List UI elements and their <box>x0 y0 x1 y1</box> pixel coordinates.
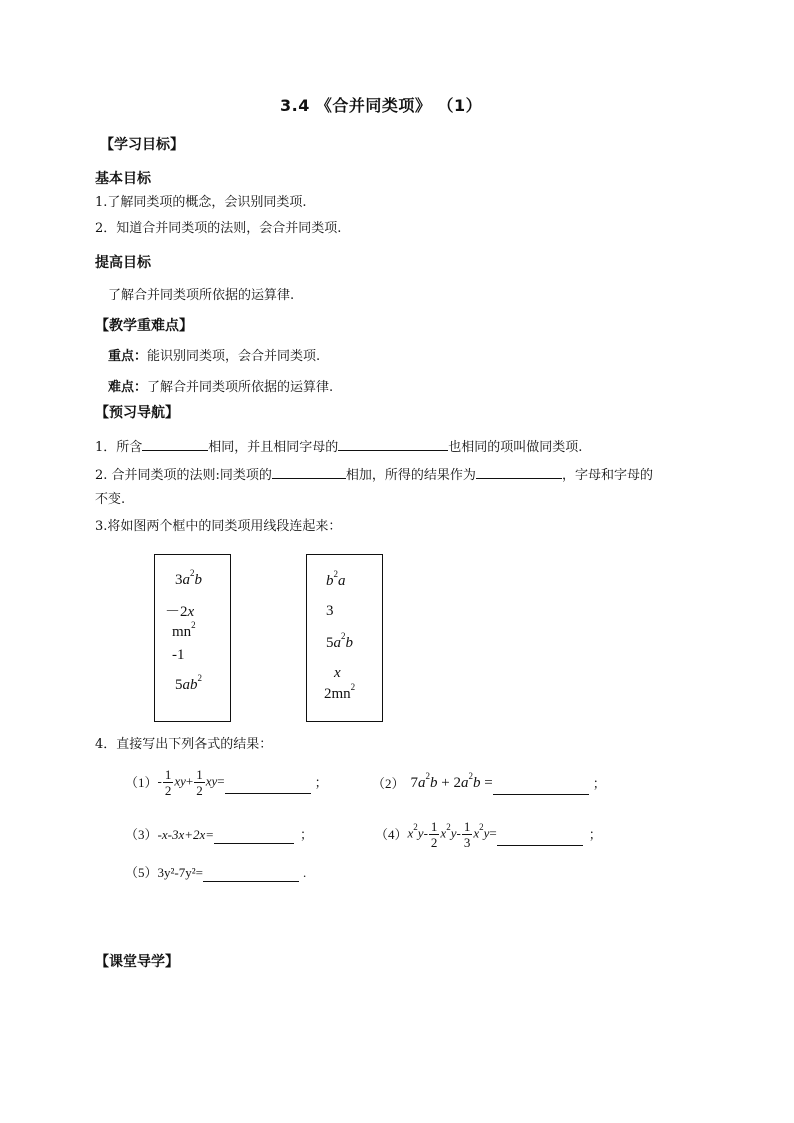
exercise-5 <box>125 862 306 882</box>
right-term-1[interactable]: $b^2a$ <box>326 569 346 589</box>
right-term-2[interactable]: 3 <box>326 603 334 619</box>
q1-text-a: 1．所含 <box>95 440 143 455</box>
left-term-1[interactable]: $3a^2b$ <box>175 568 202 588</box>
key-point-label: 重点： <box>108 349 148 364</box>
q1-blank-2[interactable] <box>338 438 448 451</box>
exercise-2-blank[interactable] <box>493 782 589 795</box>
advanced-goals-heading: 提高目标 <box>95 255 151 271</box>
preview-heading: 【预习导航】 <box>95 405 179 421</box>
q2-text-b: 相加，所得的结果作为 <box>345 468 476 483</box>
basic-goal-2: 2．知道合并同类项的法则，会合并同类项. <box>95 221 342 236</box>
key-point-line <box>108 350 320 363</box>
exercise-1-label: （1） <box>125 774 158 790</box>
goals-heading: 【学习目标】 <box>100 137 184 153</box>
exercise-4 <box>375 816 602 852</box>
q2-blank-2[interactable] <box>476 466 562 479</box>
exercise-2 <box>372 770 606 796</box>
exercise-4-end: ； <box>588 826 602 842</box>
exercise-5-blank[interactable] <box>203 869 299 882</box>
page-title: 3.4 《合并同类项》 （1） <box>280 96 483 115</box>
preview-q2 <box>95 466 653 482</box>
exercise-4-expr: $x^2y-$ $\frac{1}{2}$ $x^2y-$ $\frac{1}{3}$ $x^2y=$ <box>407 818 497 850</box>
exercise-5-expr: 3y²-7y²= <box>157 864 203 880</box>
q2-text-c: ，字母和字母的 <box>561 468 653 483</box>
preview-q3: 3.将如图两个框中的同类项用线段连起来： <box>95 519 342 534</box>
classroom-heading: 【课堂导学】 <box>95 954 179 970</box>
preview-q4: 4．直接写出下列各式的结果： <box>95 737 273 752</box>
right-term-4[interactable]: x <box>334 665 341 681</box>
basic-goals-heading: 基本目标 <box>95 171 151 187</box>
exercise-5-end: . <box>302 864 307 880</box>
q2-text-a: 2. 合并同类项的法则:同类项的 <box>95 468 272 483</box>
exercise-3-end: ； <box>300 826 314 842</box>
left-term-4[interactable]: -1 <box>172 647 185 663</box>
advanced-goal-1: 了解合并同类项所依据的运算律. <box>108 288 295 303</box>
exercise-1 <box>125 764 328 800</box>
left-term-2[interactable]: －2x <box>165 604 195 620</box>
exercise-5-label: （5） <box>125 864 158 880</box>
left-term-5[interactable]: $5ab^2$ <box>175 673 202 693</box>
preview-q1 <box>95 438 582 454</box>
difficulty-text: 了解合并同类项所依据的运算律. <box>147 380 334 395</box>
exercise-3-blank[interactable] <box>214 831 294 844</box>
difficulty-line <box>108 381 333 394</box>
q1-text-b: 相同，并且相同字母的 <box>208 440 339 455</box>
key-point-text: 能识别同类项，会合并同类项. <box>147 349 321 364</box>
exercise-2-expr: $7a^2b + 2a^2b$ = <box>410 770 493 791</box>
exercise-1-end: ； <box>314 774 328 790</box>
exercise-2-end: ； <box>592 775 606 791</box>
right-term-5[interactable]: $2mn^2$ <box>324 682 356 702</box>
q2-blank-1[interactable] <box>272 466 346 479</box>
exercise-3 <box>125 824 313 844</box>
exercise-4-label: （4） <box>375 826 408 842</box>
q1-blank-1[interactable] <box>142 438 208 451</box>
exercise-2-label: （2） <box>372 775 405 791</box>
right-term-3[interactable]: $5a^2b$ <box>326 631 353 651</box>
exercise-1-expr: - $\frac{1}{2}$ xy+ $\frac{1}{2}$ xy= <box>157 766 225 798</box>
basic-goal-1: 1.了解同类项的概念，会识别同类项. <box>95 195 307 210</box>
exercise-3-expr: -x-3x+2x= <box>157 826 215 842</box>
exercise-1-blank[interactable] <box>225 781 311 794</box>
difficulty-label: 难点： <box>108 380 148 395</box>
key-points-heading: 【教学重难点】 <box>95 318 193 334</box>
left-term-3[interactable]: $mn^2$ <box>172 620 196 640</box>
q2-text-d: 不变. <box>95 492 126 507</box>
exercise-4-blank[interactable] <box>497 833 583 846</box>
exercise-3-label: （3） <box>125 826 158 842</box>
q1-text-c: 也相同的项叫做同类项. <box>448 440 583 455</box>
